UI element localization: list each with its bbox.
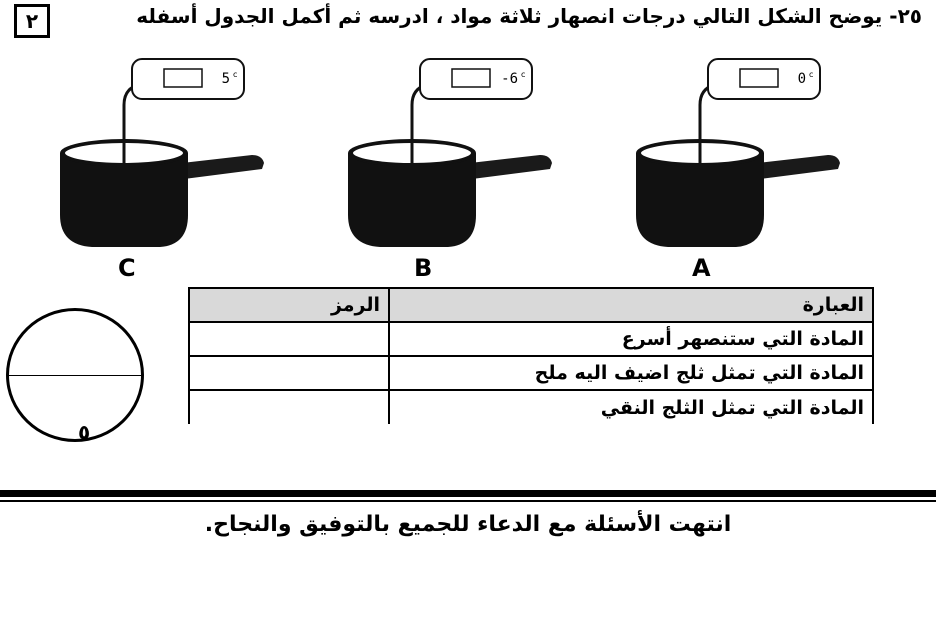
pot-b xyxy=(348,59,552,247)
table-header-row xyxy=(189,288,873,322)
row-symbol-cell[interactable] xyxy=(189,390,389,424)
reading-b: -6 xyxy=(501,71,518,87)
table-row xyxy=(189,322,873,356)
row-statement: المادة التي ستنصهر أسرع xyxy=(389,322,873,356)
row-symbol-cell[interactable] xyxy=(189,356,389,390)
score-divider xyxy=(9,375,141,376)
row-statement: المادة التي تمثل ثلج اضيف اليه ملح xyxy=(389,356,873,390)
pot-a xyxy=(636,59,840,247)
answer-table xyxy=(188,287,874,424)
pot-label-c: C xyxy=(118,254,136,282)
pot-label-a: A xyxy=(692,254,711,282)
header-statement: العبارة xyxy=(389,288,873,322)
row-statement: المادة التي تمثل الثلج النقي xyxy=(389,390,873,424)
unit-a: c xyxy=(809,70,814,79)
row-symbol-cell[interactable] xyxy=(189,322,389,356)
question-text: ٢٥- يوضح الشكل التالي درجات انصهار ثلاثة مواد ، ادرسه ثم أكمل الجدول أسفله xyxy=(136,4,922,28)
pot-c xyxy=(60,59,264,247)
divider-thick xyxy=(0,490,936,497)
score-circle xyxy=(6,308,144,442)
unit-c: c xyxy=(233,70,238,79)
reading-c: 5 xyxy=(221,71,230,87)
divider-thin xyxy=(0,500,936,502)
table-row xyxy=(189,390,873,424)
reading-a: 0 xyxy=(797,71,806,87)
pot-label-b: B xyxy=(414,254,433,282)
mark-box: ٢ xyxy=(14,4,50,38)
table-row xyxy=(189,356,873,390)
closing-text: انتهت الأسئلة مع الدعاء للجميع بالتوفيق والنجاح. xyxy=(204,512,732,537)
header-symbol: الرمز xyxy=(189,288,389,322)
unit-b: c xyxy=(521,70,526,79)
score-denominator: ٥ xyxy=(78,420,91,444)
melting-figure xyxy=(0,55,936,285)
